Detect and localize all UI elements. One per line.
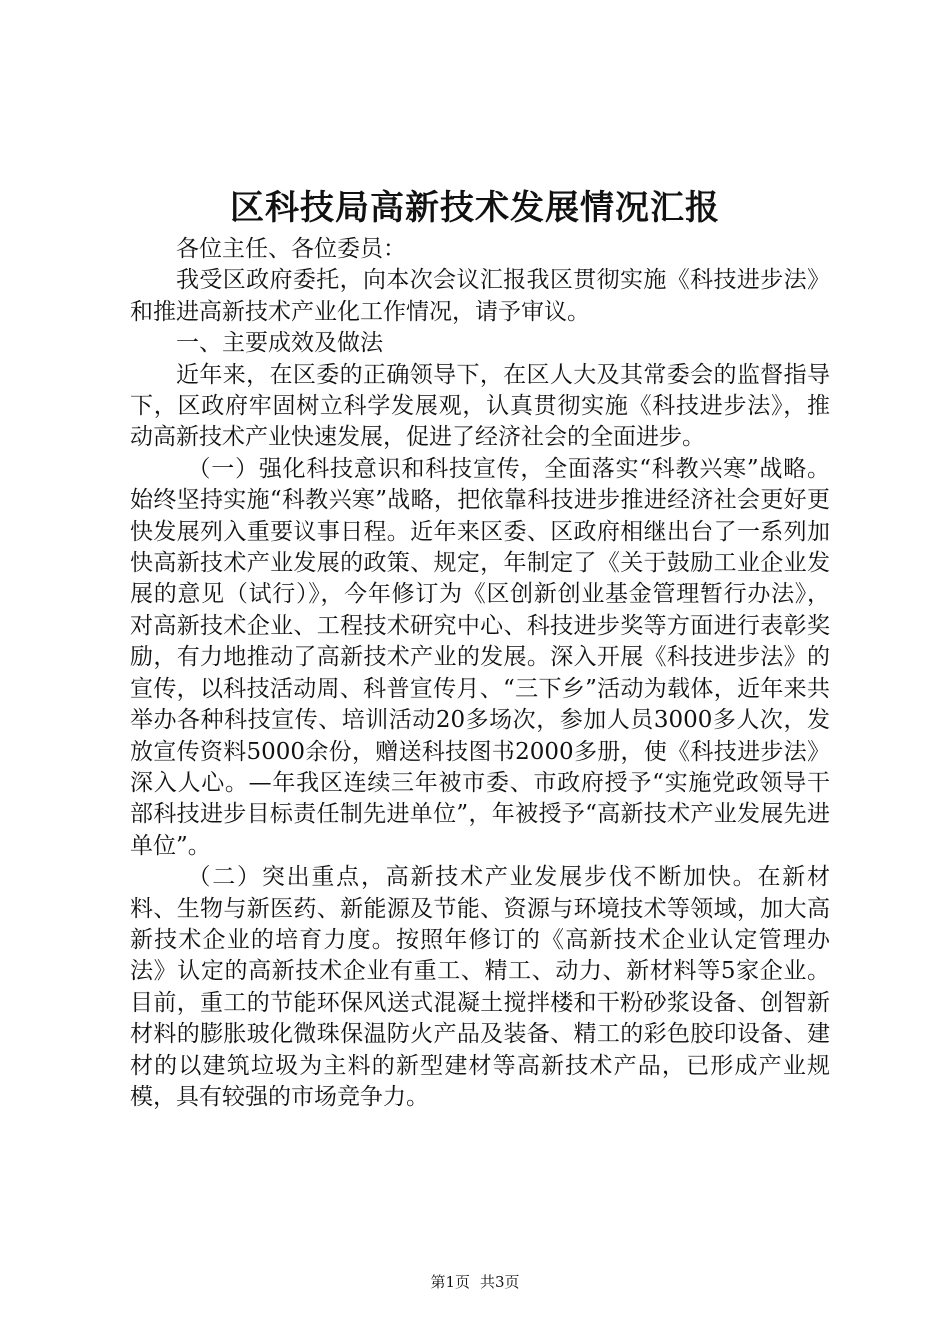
section-heading: 一、主要成效及做法: [176, 330, 383, 357]
document-title: 区科技局高新技术发展情况汇报: [230, 188, 720, 228]
subsection-two-paragraph: （二）突出重点，高新技术产业发展步伐不断加快。在新材料、生物与新医药、新能源及节能、资源与环境技术等领域，加大高新技术企业的培育力度。按照年修订的《高新技术企业认定管理办法》认定的高新技术企业有重工、精工、动力、新材料等5家企业。目前，重工的节能环保风送式混凝土搅拌楼和干粉砂浆设备、创智新材料的膨胀玻化微珠保温防火产品及装备、精工的彩色胶印设备、建材的以建筑垃圾为主料的新型建材等高新技术产品，已形成产业规模，具有较强的市场竞争力。: [130, 864, 830, 1110]
page-total: 共3页: [480, 1273, 520, 1291]
document-body: [130, 234, 830, 1113]
subsection-one-paragraph: （一）强化科技意识和科技宣传，全面落实“科教兴寒”战略。始终坚持实施“科教兴寒”战略，把依靠科技进步推进经济社会更好更快发展列入重要议事日程。近年来区委、区政府相继出台了一系列加快高新技术产业发展的政策、规定，年制定了《关于鼓励工业企业发展的意见（试行）》，今年修订为《区创新创业基金管理暂行办法》，对高新技术企业、工程技术研究中心、科技进步奖等方面进行表彰奖励，有力地推动了高新技术产业的发展。深入开展《科技进步法》的宣传，以科技活动周、科普宣传月、“三下乡”活动为载体，近年来共举办各种科技宣传、培训活动20多场次，参加人员3000多人次，发放宣传资料5000余份，赠送科技图书2000多册，使《科技进步法》深入人心。—年我区连续三年被市委、市政府授予“实施党政领导干部科技进步目标责任制先进单位”，年被授予“高新技术产业发展先进单位”。: [130, 455, 830, 859]
salutation-paragraph: 各位主任、各位委员：: [176, 236, 406, 262]
page-number: 第1页: [430, 1273, 470, 1291]
overview-paragraph: 近年来，在区委的正确领导下，在区人大及其常委会的监督指导下，区政府牢固树立科学发展观，认真贯彻实施《科技进步法》，推动高新技术产业快速发展，促进了经济社会的全面进步。: [130, 361, 830, 451]
page-footer: [0, 1272, 950, 1292]
intro-paragraph: 我受区政府委托，向本次会议汇报我区贯彻实施《科技进步法》和推进高新技术产业化工作情况，请予审议。: [130, 267, 830, 325]
